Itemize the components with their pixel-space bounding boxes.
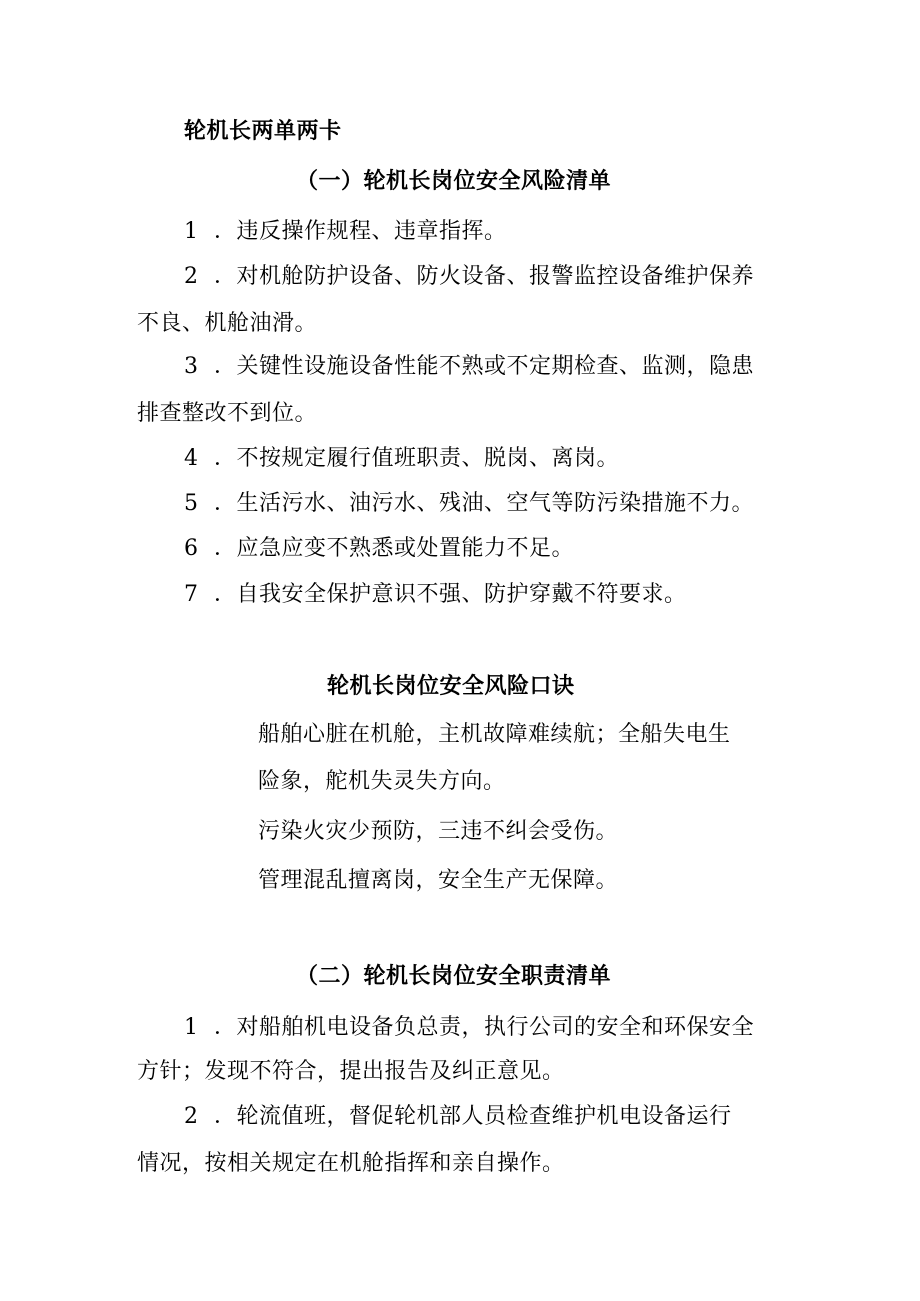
risk-item-5 [184,489,754,519]
doc-title: 轮机长两单两卡 [184,119,342,144]
risk-item-5-text: ．生活污水、油污水、残油、空气等防污染措施不力。 [214,491,755,516]
duty-item-2-number: 2 [184,1104,199,1129]
duty-item-1 [184,1013,754,1043]
verse-line-2: 险象，舵机失灵失方向。 [258,769,506,794]
duty-item-2-continuation: 情况，按相关规定在机舱指挥和亲自操作。 [137,1151,565,1176]
verse-line-3: 污染火灾少预防，三违不纠会受伤。 [258,819,619,844]
risk-item-7 [184,580,687,610]
risk-item-3-continuation: 排查整改不到位。 [137,401,318,426]
risk-item-1 [184,217,507,247]
verse-line-1: 船舶心脏在机舱，主机故障难续航；全船失电生 [258,722,731,747]
duty-item-2-text-line1: ．轮流值班，督促轮机部人员检查维护机电设备运行 [214,1104,732,1129]
risk-item-2-text-line1: ．对机舱防护设备、防火设备、报警监控设备维护保养 [214,264,755,289]
risk-item-1-text: ．违反操作规程、违章指挥。 [214,219,507,244]
risk-item-4-number: 4 [184,446,199,471]
risk-item-1-number: 1 [184,219,199,244]
section2-heading: （二）轮机长岗位安全职责清单 [296,964,612,989]
risk-item-4 [184,444,619,474]
section1-heading: （一）轮机长岗位安全风险清单 [296,169,612,194]
risk-item-5-number: 5 [184,491,199,516]
duty-item-1-number: 1 [184,1015,199,1040]
risk-item-6-text: ．应急应变不熟悉或处置能力不足。 [214,536,575,561]
duty-item-1-continuation: 方针；发现不符合，提出报告及纠正意见。 [137,1059,565,1084]
risk-item-3-number: 3 [184,354,199,379]
duty-item-1-text-line1: ．对船舶机电设备负总责，执行公司的安全和环保安全 [214,1015,755,1040]
risk-item-4-text: ．不按规定履行值班职责、脱岗、离岗。 [214,446,620,471]
risk-item-2 [184,262,754,292]
risk-item-3 [184,352,754,382]
risk-item-6 [184,534,574,564]
verse-heading: 轮机长岗位安全风险口诀 [327,674,575,699]
verse-line-4: 管理混乱擅离岗，安全生产无保障。 [258,868,619,893]
risk-item-6-number: 6 [184,536,199,561]
risk-item-7-number: 7 [184,582,199,607]
risk-item-3-text-line1: ．关键性设施设备性能不熟或不定期检查、监测，隐患 [214,354,755,379]
risk-item-7-text: ．自我安全保护意识不强、防护穿戴不符要求。 [214,582,687,607]
risk-item-2-continuation: 不良、机舱油滑。 [137,311,318,336]
risk-item-2-number: 2 [184,264,199,289]
duty-item-2 [184,1102,732,1132]
